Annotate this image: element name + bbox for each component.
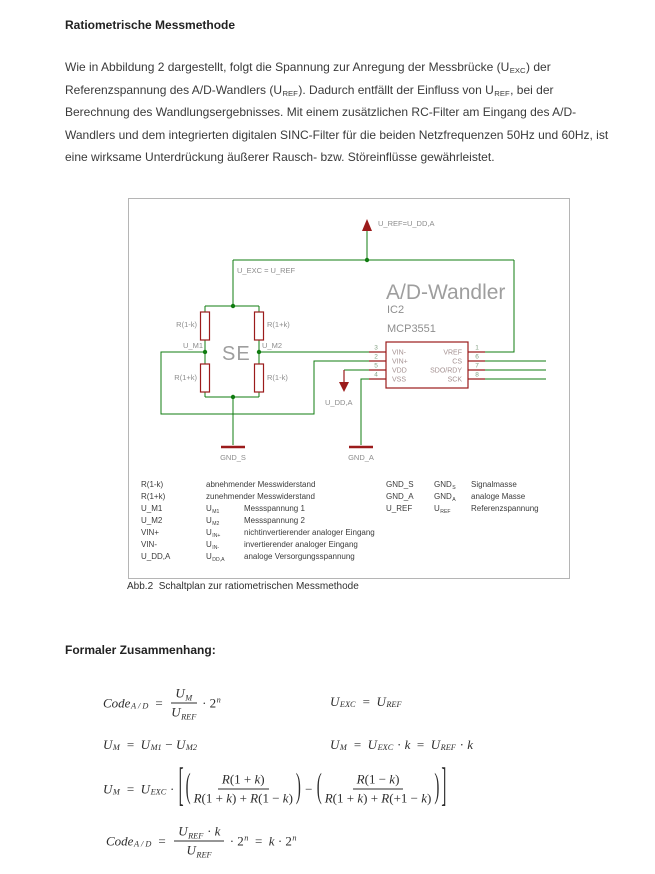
- pin-name: VSS: [392, 376, 407, 384]
- ic-refdes: IC2: [387, 304, 405, 316]
- legend-description: Signalmasse: [471, 480, 517, 489]
- page-title: Ratiometrische Messmethode: [65, 18, 236, 32]
- paragraph-line: Wandlers und dem integrierten digitalen SINC-Filter für die beiden Netzfrequenzen 50Hz und 60Hz, ist: [65, 127, 609, 142]
- power-arrow-up-icon: [362, 219, 372, 231]
- legend-code: U_M1: [141, 504, 163, 513]
- resistor-label-bottom-right: R(1-k): [267, 373, 288, 382]
- net-label-udda: U_DD,A: [325, 398, 353, 407]
- gnd-s-label: GND_S: [220, 453, 246, 462]
- pin-number: 7: [475, 362, 479, 370]
- pin-name: VIN+: [392, 358, 408, 366]
- net-label-uref-udda: U_REF=U_DD,A: [378, 219, 435, 228]
- ic-symbol: [369, 342, 485, 388]
- legend-description: Messspannung 1: [244, 504, 305, 513]
- pin-name: VREF: [443, 349, 462, 357]
- formula-uexc-uref: U EXC = U REF: [330, 694, 402, 710]
- legend-symbol: GNDA: [434, 492, 456, 503]
- legend-row: [386, 503, 539, 515]
- legend-description: nichtinvertierender analoger Eingang: [244, 528, 375, 537]
- legend-right: [386, 479, 539, 515]
- pin-name: CS: [452, 358, 462, 366]
- legend-row: [141, 515, 375, 527]
- legend-symbol: UM1: [206, 504, 220, 515]
- figure-schematic: [128, 198, 570, 579]
- legend-left: [141, 479, 375, 563]
- paragraph-line: eine wirksame Unterdrückung äußerer Rausch- bzw. Störeinflüsse gewährleistet.: [65, 150, 495, 164]
- legend-code: R(1-k): [141, 480, 164, 489]
- legend-code: VIN-: [141, 540, 157, 549]
- pin-number: 5: [374, 362, 378, 370]
- legend-row: [141, 491, 375, 503]
- section-heading: Formaler Zusammenhang:: [65, 643, 216, 657]
- resistor-label-top-left: R(1-k): [176, 320, 197, 329]
- pin-name: VIN-: [392, 349, 406, 357]
- legend-row: [141, 503, 375, 515]
- legend-symbol: GNDS: [434, 480, 456, 491]
- legend-row: [386, 491, 539, 503]
- legend-code: GND_S: [386, 480, 414, 489]
- net-label-um1: U_M1: [183, 341, 204, 350]
- legend-symbol: UREF: [434, 504, 451, 515]
- formula-um-bridge: U M = U EXC · [ ( $\frac{R(1 + k)}{R(1 + k) + R(1 - k)}$ ) − ( $\frac{R(1 - k)}{R(1 + k) + R(+1 - k)}$ ) ]: [103, 762, 447, 813]
- figure-caption: Abb.2 Schaltplan zur ratiometrischen Messmethode: [127, 581, 359, 592]
- formula-um-diff: U M = U M1 − U M2: [103, 737, 197, 753]
- pin-number: 6: [475, 353, 479, 361]
- legend-code: U_REF: [386, 504, 413, 513]
- legend-symbol: UM2: [206, 516, 220, 527]
- net-label-uexc: U_EXC = U_REF: [237, 266, 296, 275]
- pin-number: 4: [374, 371, 378, 379]
- paragraph-line: Wie in Abbildung 2 dargestellt, folgt die Spannung zur Anregung der Messbrücke $(U_{EXC})$ der: [65, 60, 551, 76]
- legend-symbol: UIN-: [206, 540, 220, 551]
- legend-code: GND_A: [386, 492, 414, 501]
- pin-name: SDO/RDY: [430, 367, 462, 375]
- pin-name: SCK: [447, 376, 462, 384]
- gnd-a-label: GND_A: [348, 453, 374, 462]
- pin-name: VDD: [392, 367, 407, 375]
- paragraph-line: Berechnung des Wandlungsergebnisses. Mit einem zusätzlichen RC-Filter am Eingang des A/D-: [65, 105, 577, 119]
- legend-row: [141, 539, 375, 551]
- legend-description: analoge Masse: [471, 492, 526, 501]
- formula-code-ad: Code A / D = $\frac{U_M}{U_{REF}}$ · 2 n: [103, 685, 221, 722]
- legend-code: U_DD,A: [141, 552, 171, 561]
- legend-description: zunehmender Messwiderstand: [206, 492, 315, 501]
- sensor-element-label: SE: [222, 343, 251, 365]
- legend-description: abnehmender Messwiderstand: [206, 480, 316, 489]
- legend-code: VIN+: [141, 528, 160, 537]
- legend-code: U_M2: [141, 516, 163, 525]
- schematic-wires: [161, 231, 546, 445]
- power-arrow-down-icon: [339, 370, 349, 392]
- paragraph-line: Referenzspannung des A/D-Wandlers $(U_{REF})$. Dadurch entfällt der Einfluss von $U_{REF}$, bei der: [65, 82, 554, 98]
- legend-row: [141, 551, 375, 563]
- legend-description: Messspannung 2: [244, 516, 305, 525]
- legend-description: analoge Versorgungsspannung: [244, 552, 355, 561]
- legend-code: R(1+k): [141, 492, 166, 501]
- net-label-um2: U_M2: [262, 341, 283, 350]
- pin-number: 2: [374, 353, 378, 361]
- legend-row: [141, 479, 375, 491]
- legend-description: invertierender analoger Eingang: [244, 540, 358, 549]
- pin-number: 8: [475, 371, 479, 379]
- device-title: A/D-Wandler: [386, 281, 506, 304]
- formula-code-ad-k: Code A / D = $\frac{U_{REF} \cdot k}{U_{REF}}$ · 2 n = k · 2 n: [106, 823, 297, 860]
- resistor-label-top-right: R(1+k): [267, 320, 290, 329]
- ic-value: MCP3551: [387, 323, 436, 335]
- legend-symbol: UDD,A: [206, 552, 225, 563]
- resistor-label-bottom-left: R(1+k): [174, 373, 197, 382]
- formula-um-k: U M = U EXC · k = U REF · k: [330, 737, 473, 753]
- legend-row: [386, 479, 539, 491]
- pin-number: 3: [374, 344, 378, 352]
- legend-row: [141, 527, 375, 539]
- legend-description: Referenzspannung: [471, 504, 539, 513]
- pin-number: 1: [475, 344, 479, 352]
- legend-symbol: UIN+: [206, 528, 221, 539]
